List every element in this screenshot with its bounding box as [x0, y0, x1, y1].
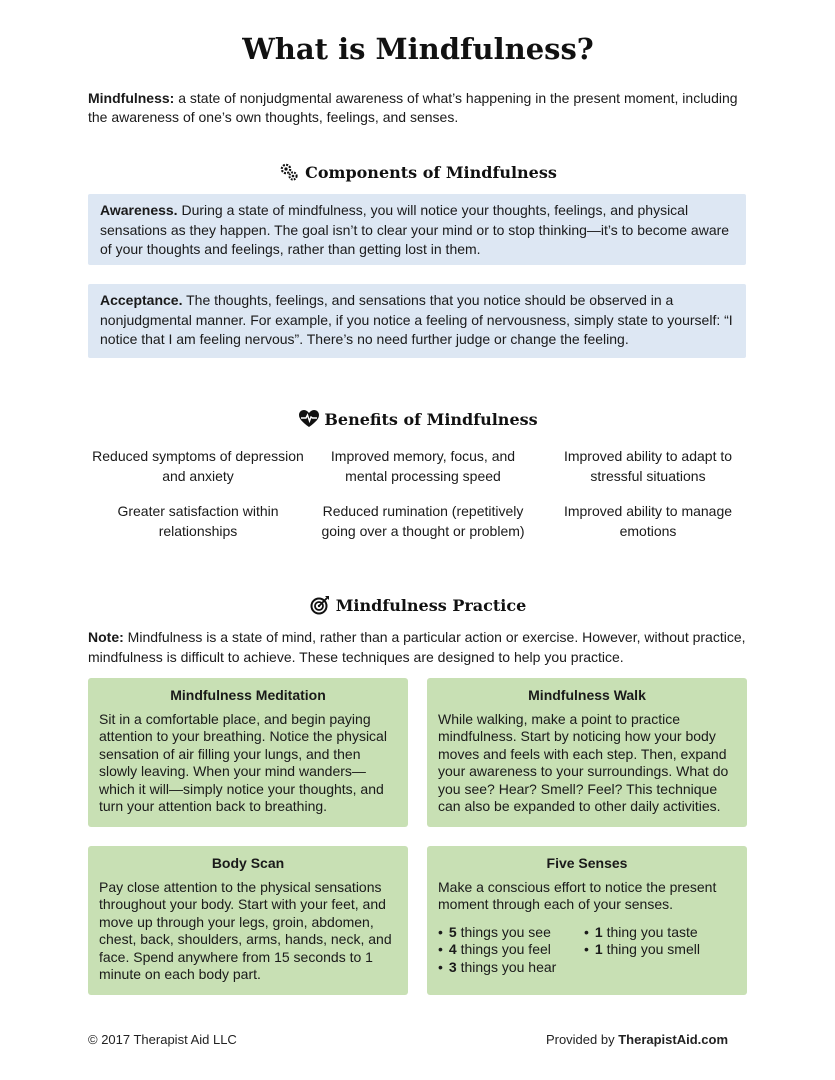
card-text: Sit in a comfortable place, and begin paying attention to your breathing. Notice the physical sensation of air filling your lungs, and then slowly leaving. When your mind wanders—which it will—simply notice your thoughts, and turn your attention back to breathing.: [99, 710, 387, 814]
card-title: Mindfulness Walk: [528, 687, 646, 703]
definition-term: Mindfulness:: [88, 90, 175, 106]
practice-card-body-scan: [88, 846, 408, 995]
card-text: While walking, make a point to practice mindfulness. Start by noticing how your body moves and feels with each step. Then, expand your awareness to your surroundings. What do you see? Hear? Smell? Feel? This technique can also be expanded to other daily activities.: [438, 710, 729, 814]
benefits-heading-text: Benefits of Mindfulness: [324, 409, 538, 429]
benefit-item: Greater satisfaction within relationships: [117, 503, 279, 539]
practice-heading-text: Mindfulness Practice: [335, 595, 527, 615]
card-title: Body Scan: [211, 855, 285, 871]
sense-item: [438, 941, 584, 959]
card-title: Mindfulness Meditation: [170, 687, 326, 703]
sense-count: 4: [448, 941, 457, 957]
senses-column: [438, 924, 584, 977]
definition: [88, 89, 748, 127]
sense-count: 5: [448, 923, 457, 940]
benefit-item: Improved memory, focus, and mental processing speed: [330, 448, 516, 484]
benefits-heading: [88, 409, 748, 429]
component-text: The thoughts, feelings, and sensations that you notice should be observed in a nonjudgmental manner. For example, if you notice a feeling of nervousness, simply state to yourself: “I notice that I am feeling nervous”. There’s no need further judge or change the feeling.: [100, 292, 733, 347]
components-heading-text: Components of Mindfulness: [305, 162, 557, 182]
sense-item: [584, 941, 700, 959]
practice-card-five-senses: [427, 846, 747, 995]
component-text: During a state of mindfulness, you will notice your thoughts, feelings, and physical sensations as they happen. The goal isn’t to clear your mind or to stop thinking—it’s to become aware of your thoughts and feelings, rather than getting lost in them.: [100, 202, 730, 257]
practice-note: [88, 627, 748, 667]
senses-list: [438, 924, 736, 977]
benefit-item: Improved ability to manage emotions: [563, 503, 733, 539]
senses-column: [584, 924, 700, 977]
copyright: © 2017 Therapist Aid LLC: [88, 1032, 237, 1047]
gears-icon: [279, 162, 299, 182]
target-icon: [310, 595, 330, 615]
card-text: Pay close attention to the physical sensations throughout your body. Start with your feet, and move up through your legs, groin, abdomen, chest, back, shoulders, arms, hands, neck, and face. Spend anywhere from 15 seconds to 1 minute on each body part.: [99, 878, 392, 982]
component-term: Acceptance.: [100, 292, 183, 308]
component-card-awareness: [88, 194, 746, 265]
card-text: Make a conscious effort to notice the present moment through each of your senses.: [438, 878, 717, 912]
note-term: Note:: [88, 629, 124, 645]
sense-label: things you hear: [456, 958, 557, 975]
brand-link[interactable]: TherapistAid.com: [618, 1032, 728, 1047]
page-title: What is Mindfulness?: [242, 32, 594, 66]
practice-heading: [88, 595, 748, 615]
sense-count: 1: [594, 941, 603, 957]
benefit-item: Reduced symptoms of depression and anxiety: [92, 448, 304, 484]
card-title: Five Senses: [546, 855, 628, 871]
components-heading: [88, 162, 748, 182]
sense-item: [438, 924, 584, 942]
heartbeat-icon: [298, 409, 318, 429]
provided-by-text: Provided by: [545, 1032, 619, 1047]
note-text: Mindfulness is a state of mind, rather than a particular action or exercise. However, without practice, mindfulness is difficult to achieve. These techniques are designed to help you practice.: [88, 629, 746, 665]
component-card-acceptance: [88, 284, 746, 358]
sense-label: things you see: [456, 923, 551, 940]
practice-card-walk: [427, 678, 747, 827]
sense-label: thing you smell: [602, 941, 700, 957]
sense-count: 3: [448, 958, 457, 975]
definition-text: a state of nonjudgmental awareness of what’s happening in the present moment, including the awareness of one’s own thoughts, feelings, and senses.: [88, 90, 738, 125]
practice-card-meditation: [88, 678, 408, 827]
benefit-item: Improved ability to adapt to stressful situations: [563, 448, 733, 484]
sense-item: [438, 959, 584, 977]
benefit-item: Reduced rumination (repetitively going over a thought or problem): [321, 503, 525, 539]
component-term: Awareness.: [100, 202, 178, 218]
sense-label: thing you taste: [602, 923, 698, 940]
sense-count: 1: [594, 923, 603, 940]
provided-by: [546, 1032, 728, 1047]
sense-label: things you feel: [456, 941, 551, 957]
sense-item: [584, 924, 700, 942]
